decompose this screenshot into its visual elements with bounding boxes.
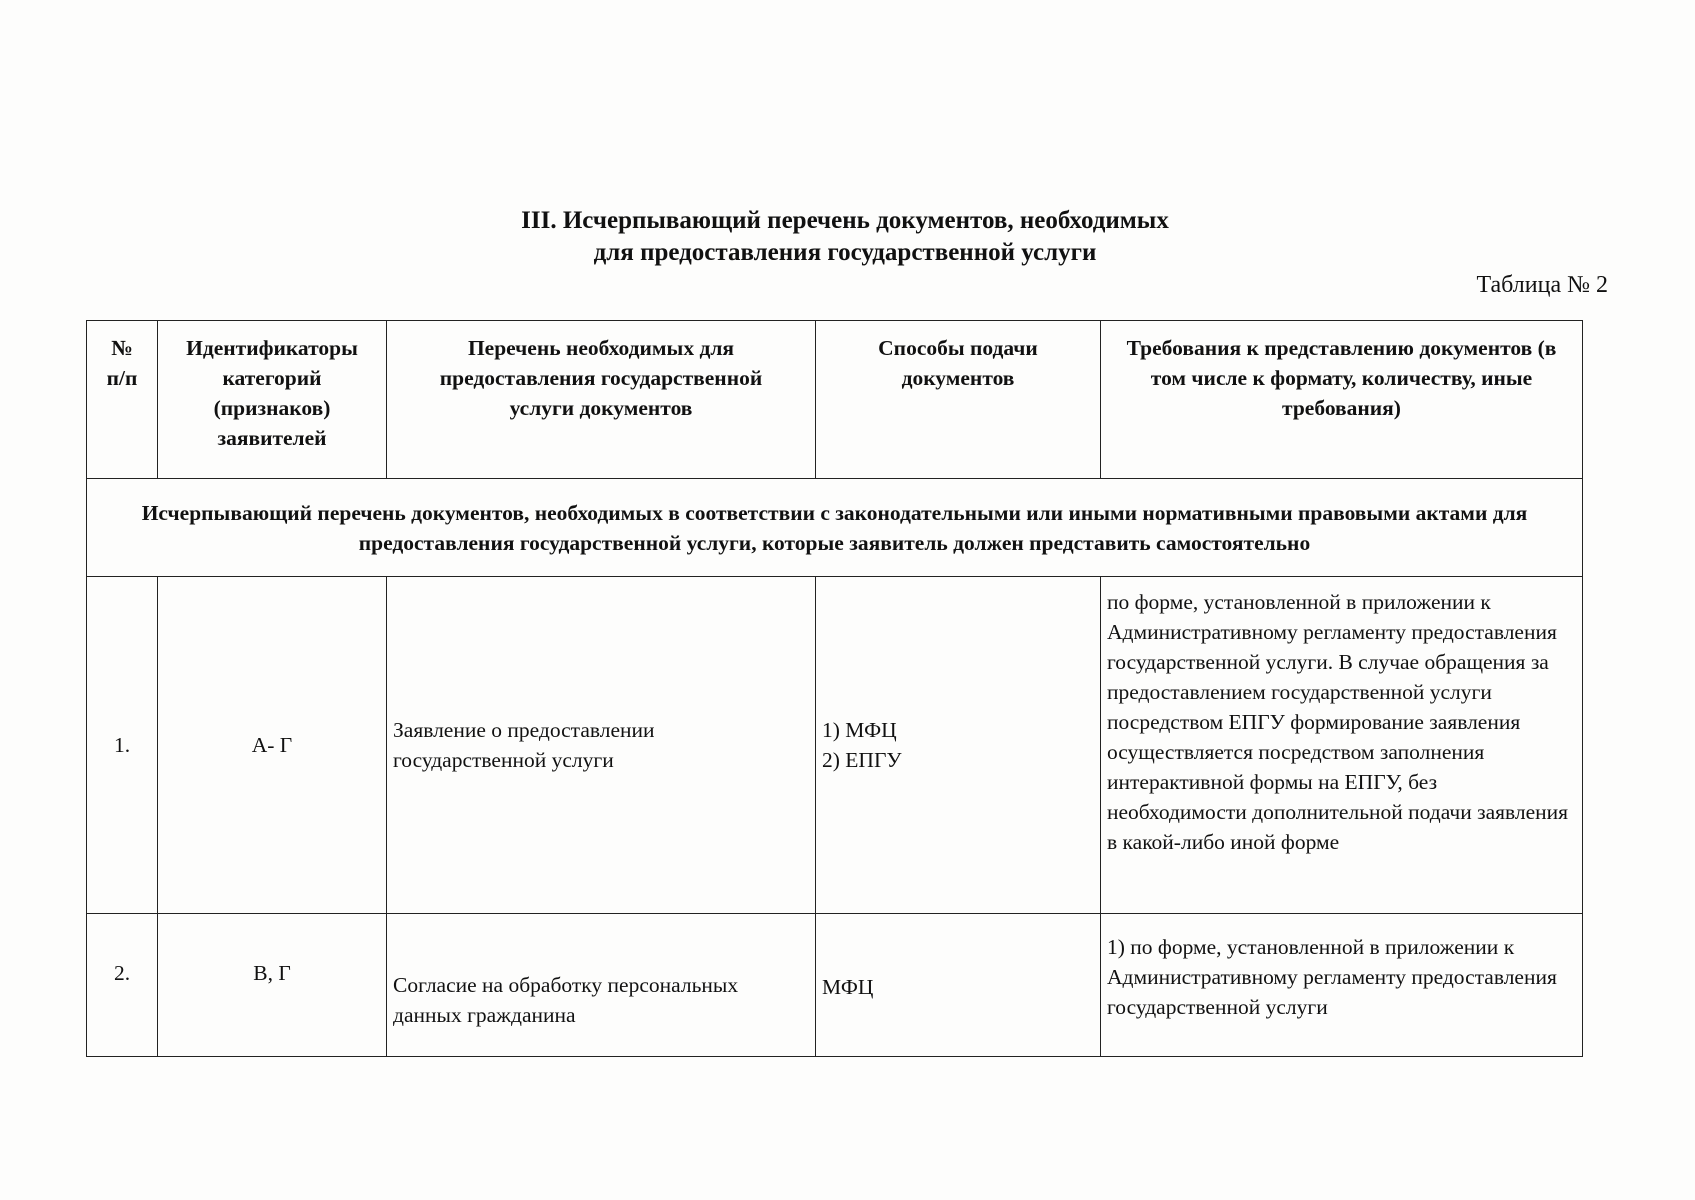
row-submission: [816, 577, 1101, 914]
header-requirements: Требования к представлению документов (в том числе к формату, количеству, иные требования): [1101, 321, 1583, 479]
row-number: 1.: [87, 577, 158, 914]
row-requirements: 1) по форме, установленной в приложении к Административному регламенту предоставления государственной услуги: [1101, 914, 1583, 1057]
documents-table: [86, 320, 1583, 1057]
row-categories: В, Г: [158, 914, 387, 1057]
title-line-1: III. Исчерпывающий перечень документов, необходимых: [521, 207, 1169, 234]
row-categories: А- Г: [158, 577, 387, 914]
header-documents: Перечень необходимых для предоставления государственной услуги документов: [387, 321, 816, 479]
document-title: [0, 205, 1390, 269]
header-number: № п/п: [87, 321, 158, 479]
table-number: Таблица № 2: [1476, 272, 1608, 298]
row-document: Согласие на обработку персональных данных гражданина: [387, 914, 816, 1057]
row-submission: [816, 914, 1101, 1057]
title-line-2: для предоставления государственной услуги: [593, 239, 1097, 266]
row-requirements: по форме, установленной в приложении к Административному регламенту предоставления государственной услуги. В случае обращения за предоставлением государственной услуги посредством ЕПГУ формирование заявления осуществляется посредством заполнения интерактивной формы на ЕПГУ, без необходимости дополнительной подачи заявления в какой-либо иной форме: [1101, 577, 1583, 914]
header-categories: Идентификаторы категорий (признаков) заявителей: [158, 321, 387, 479]
row-number: 2.: [87, 914, 158, 1057]
header-submission: Способы подачи документов: [816, 321, 1101, 479]
row-document: Заявление о предоставлении государственной услуги: [387, 577, 816, 914]
table-row: [87, 914, 1583, 1057]
table-header-row: [87, 321, 1583, 479]
submission-method: 2) ЕПГУ: [822, 748, 902, 772]
submission-method: 1) МФЦ: [822, 718, 897, 742]
submission-method: МФЦ: [822, 975, 874, 999]
section-title: Исчерпывающий перечень документов, необходимых в соответствии с законодательными или иными нормативными правовыми актами для предоставления государственной услуги, которые заявитель должен представить самостоятельно: [87, 479, 1583, 577]
section-row: [87, 479, 1583, 577]
table-row: [87, 577, 1583, 914]
